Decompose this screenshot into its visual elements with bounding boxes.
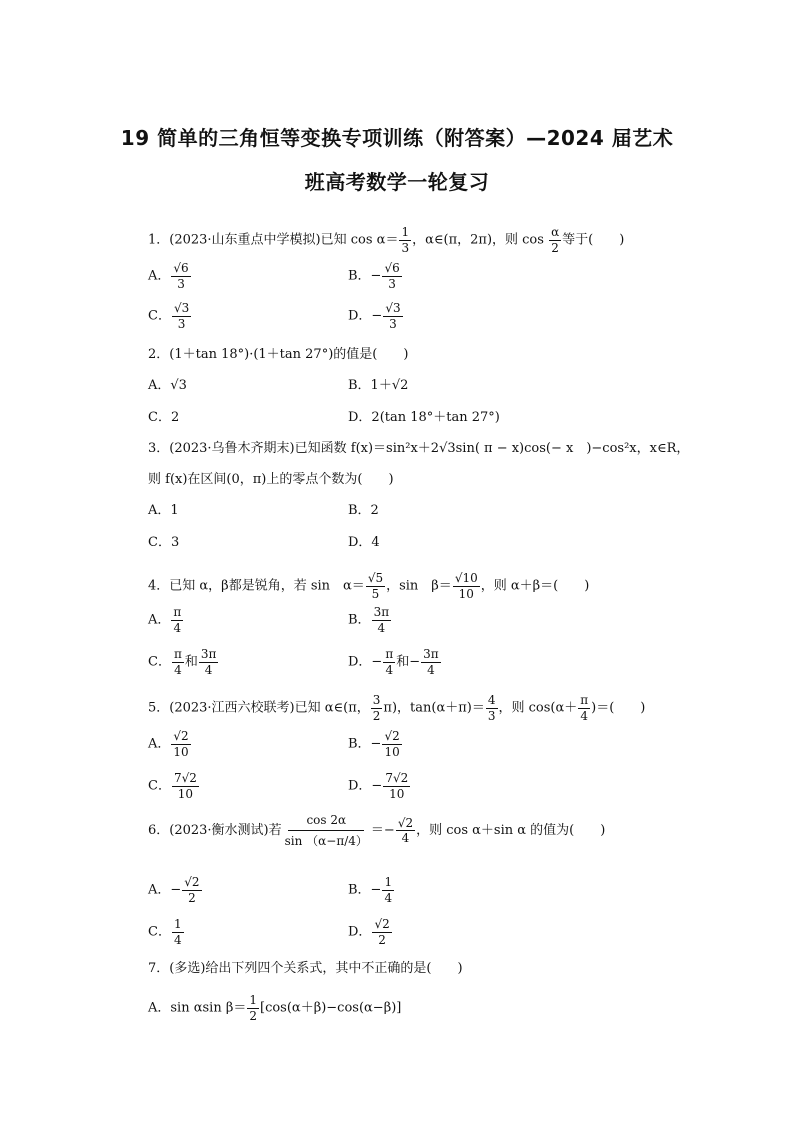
question-4-stem: 4．已知 α，β都是锐角，若 sin α＝ $\frac{√5}{5}$ ，sin β＝ $\frac{√10}{10}$ ，则 α＋β＝( ) bbox=[148, 571, 590, 601]
q5-option-c: C． $\frac{7√2}{10}$ bbox=[148, 771, 197, 801]
q3-option-c: C．3 bbox=[148, 535, 180, 550]
question-7-stem: 7．(多选)给出下列四个关系式，其中不正确的是( ) bbox=[148, 961, 463, 976]
q6-option-d: D． $\frac{√2}{2}$ bbox=[348, 917, 390, 947]
q1-option-d: D．− $\frac{√3}{3}$ bbox=[348, 301, 401, 331]
question-5-stem: 5．(2023·江西六校联考)已知 α∈(π， $\frac{3}{2}$ π)，tan(α＋π)＝ $\frac{4}{3}$ ，则 cos(α＋ $\frac{\pi}{4}$ )＝( ) bbox=[148, 693, 646, 723]
q6-option-c: C． $\frac{1}{4}$ bbox=[148, 917, 182, 947]
q4-option-b: B． $\frac{3\pi}{4}$ bbox=[348, 605, 390, 635]
question-6-stem: 6．(2023·衡水测试)若 $\frac{\cos 2\alpha}{\sin (\alpha-\pi/4)}$ ＝− $\frac{√2}{4}$ ，则 cos α＋sin α 的值为( ) bbox=[148, 813, 606, 848]
document-title-line1: 19 简单的三角恒等变换专项训练（附答案）—2024 届艺术 bbox=[120, 126, 674, 150]
q6-option-a: A．− $\frac{√2}{2}$ bbox=[148, 875, 200, 905]
question-3-stem-line1: 3．(2023·乌鲁木齐期末)已知函数 f(x)＝sin²x＋2√3sin( π − x)cos(− x )−cos²x，x∈R， bbox=[148, 441, 690, 456]
q5-option-d: D．− $\frac{7√2}{10}$ bbox=[348, 771, 409, 801]
question-2-stem: 2．(1＋tan 18°)·(1＋tan 27°)的值是( ) bbox=[148, 347, 409, 362]
q2-option-d: D．2(tan 18°＋tan 27°) bbox=[348, 410, 500, 425]
question-1-stem: 1．(2023·山东重点中学模拟)已知 cos α＝ $\frac{1}{3}$ ，α∈(π，2π)，则 cos $\frac{\alpha}{2}$ 等于( ) bbox=[148, 225, 625, 255]
q1-option-b: B．− $\frac{√6}{3}$ bbox=[348, 261, 400, 291]
q4-option-a: A． $\frac{\pi}{4}$ bbox=[148, 605, 182, 635]
q5-option-b: B．− $\frac{√2}{10}$ bbox=[348, 729, 400, 759]
q1-option-a: A． $\frac{√6}{3}$ bbox=[148, 261, 189, 291]
q3-option-b: B．2 bbox=[348, 503, 379, 518]
q5-option-a: A． $\frac{√2}{10}$ bbox=[148, 729, 189, 759]
fraction: $\frac{\alpha}{2}$ bbox=[551, 225, 560, 255]
q1-option-c: C． $\frac{√3}{3}$ bbox=[148, 301, 190, 331]
q3-option-a: A．1 bbox=[148, 503, 179, 518]
q2-option-b: B．1＋√2 bbox=[348, 378, 409, 393]
q2-option-a: A．√3 bbox=[148, 378, 187, 393]
fraction: $\frac{1}{3}$ bbox=[401, 225, 410, 255]
q6-option-b: B．− $\frac{1}{4}$ bbox=[348, 875, 393, 905]
q2-option-c: C．2 bbox=[148, 410, 180, 425]
q4-option-c: C． $\frac{\pi}{4}$ 和 $\frac{3\pi}{4}$ bbox=[148, 647, 217, 677]
q3-option-d: D．4 bbox=[348, 535, 380, 550]
q7-option-a: A．sin αsin β＝ $\frac{1}{2}$ [cos(α＋β)−cos(α−β)] bbox=[148, 993, 402, 1023]
q4-option-d: D．− $\frac{\pi}{4}$ 和− $\frac{3\pi}{4}$ bbox=[348, 647, 439, 677]
question-3-stem-line2: 则 f(x)在区间(0，π)上的零点个数为( ) bbox=[148, 472, 394, 487]
document-title-line2: 班高考数学一轮复习 bbox=[304, 170, 490, 194]
